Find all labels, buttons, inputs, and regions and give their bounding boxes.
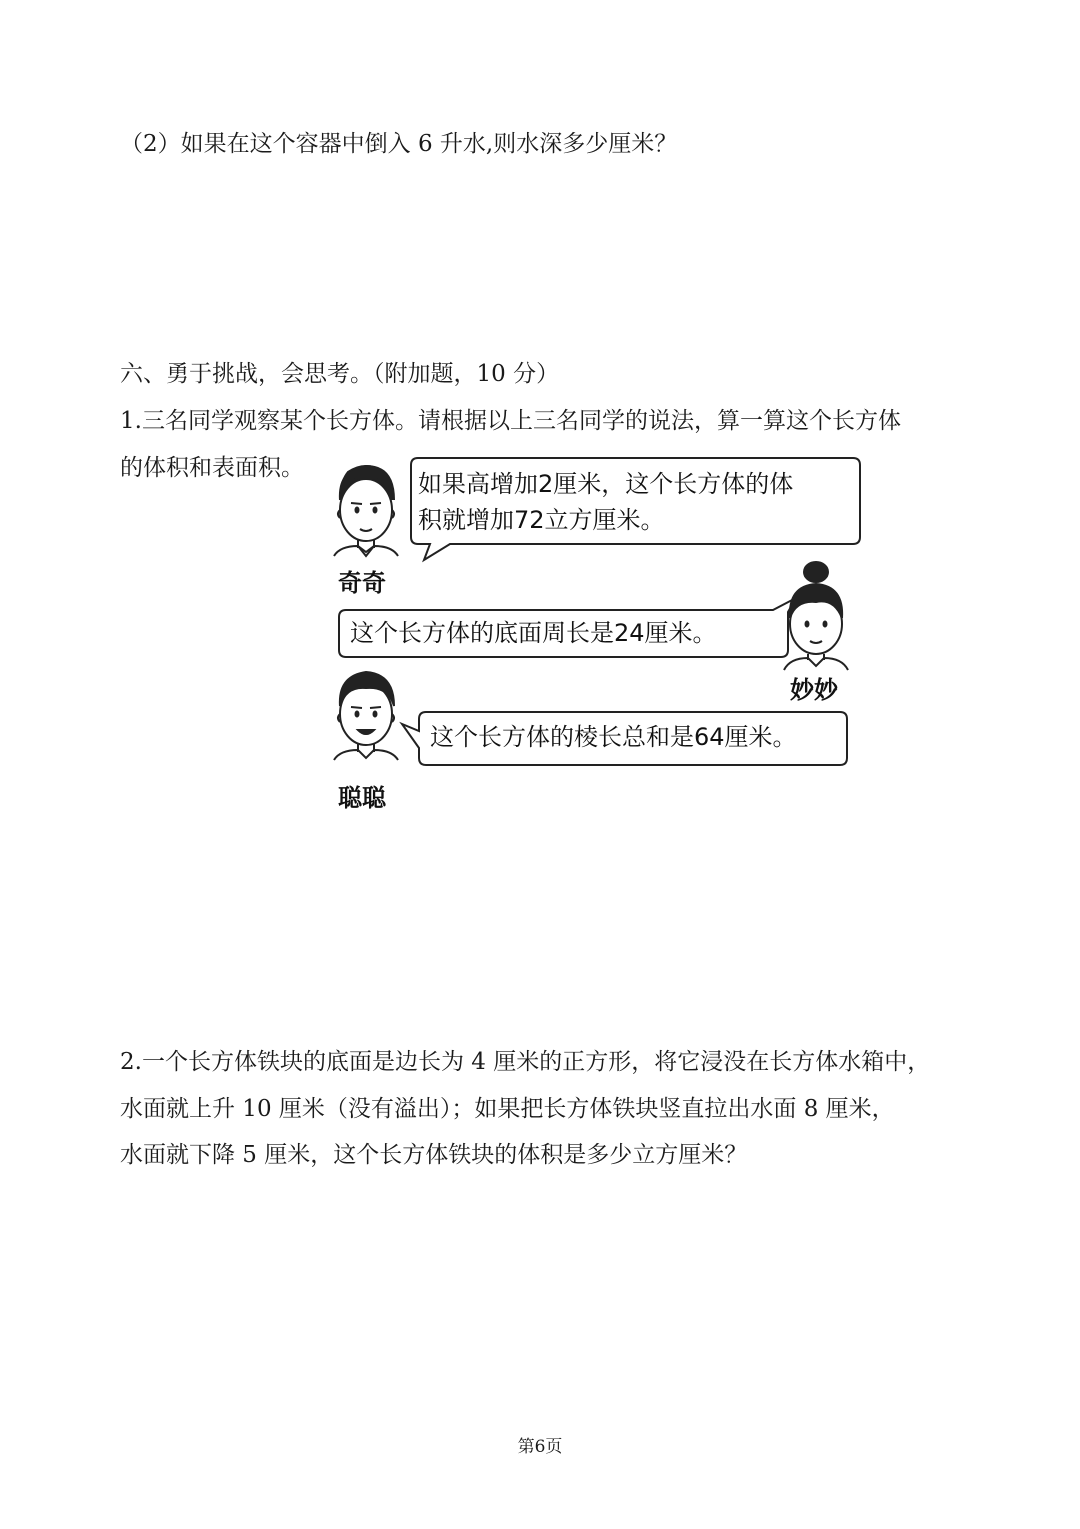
qiqi-speech-line-2: 积就增加72立方厘米。 xyxy=(418,506,665,534)
qiqi-speech-line-1: 如果高增加2厘米，这个长方体的体 xyxy=(418,470,794,498)
question-part-2: （2）如果在这个容器中倒入 6 升水,则水深多少厘米？ xyxy=(120,131,678,157)
problem-2-line-1: 2.一个长方体铁块的底面是边长为 4 厘米的正方形，将它浸没在长方体水箱中， xyxy=(120,1049,931,1075)
page-number: 第6页 xyxy=(517,1437,563,1457)
miaomiao-portrait xyxy=(784,562,848,670)
miaomiao-speech: 这个长方体的底面周长是24厘米。 xyxy=(350,619,717,647)
congcong-name-label: 聪聪 xyxy=(338,784,386,812)
problem-2-line-2: 水面就上升 10 厘米（没有溢出）；如果把长方体铁块竖直拉出水面 8 厘米， xyxy=(120,1096,895,1122)
section-heading: 六、勇于挑战，会思考。（附加题，10 分） xyxy=(120,361,560,387)
problem-2-line-3: 水面就下降 5 厘米，这个长方体铁块的体积是多少立方厘米？ xyxy=(120,1142,748,1168)
problem-1-line-1: 1.三名同学观察某个长方体。请根据以上三名同学的说法，算一算这个长方体 xyxy=(120,408,901,434)
congcong-portrait xyxy=(334,672,398,760)
qiqi-name-label: 奇奇 xyxy=(338,569,386,597)
miaomiao-name-label: 妙妙 xyxy=(790,676,838,704)
congcong-speech: 这个长方体的棱长总和是64厘米。 xyxy=(430,723,797,751)
qiqi-portrait xyxy=(334,466,398,556)
cuboid-dialogue-illustration xyxy=(318,452,878,822)
problem-1-line-2: 的体积和表面积。 xyxy=(120,455,304,481)
